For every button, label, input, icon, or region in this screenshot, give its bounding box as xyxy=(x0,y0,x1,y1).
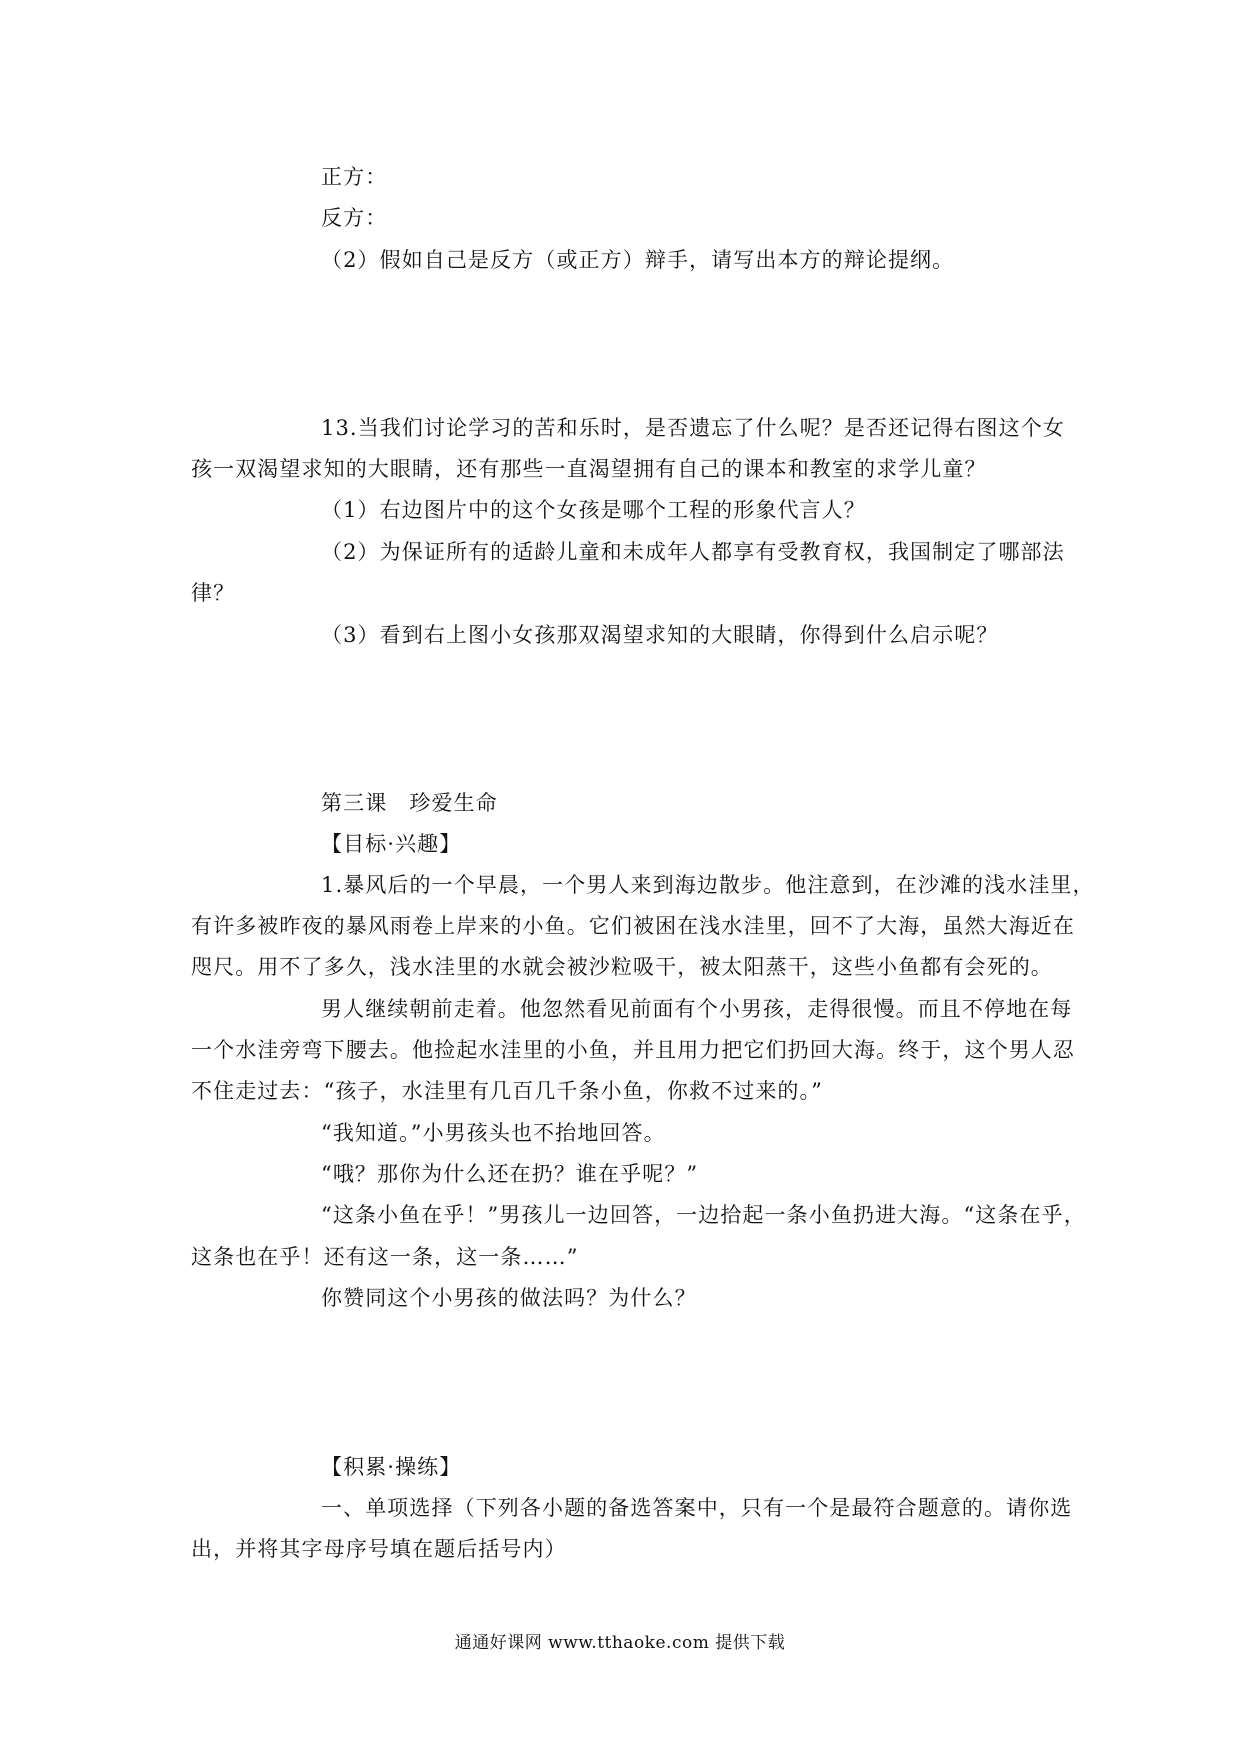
story-line: 不住走过去：“孩子，水洼里有几百几千条小鱼，你救不过来的。” xyxy=(191,1079,823,1103)
page-footer: 通通好课网 www.tthaoke.com 提供下载 xyxy=(454,1633,786,1653)
story-line: “我知道。”小男孩头也不抬地回答。 xyxy=(321,1121,666,1145)
story-line: 有许多被昨夜的暴风雨卷上岸来的小鱼。它们被困在浅水洼里，回不了大海，虽然大海近在 xyxy=(191,914,1075,938)
question-13-sub-2-line-2: 律？ xyxy=(191,581,236,605)
section-heading-goal: 【目标·兴趣】 xyxy=(321,832,462,856)
debate-question-2: （2）假如自己是反方（或正方）辩手，请写出本方的辩论提纲。 xyxy=(321,248,955,272)
story-line: 这条也在乎！还有这一条，这一条……” xyxy=(191,1245,579,1269)
story-question: 你赞同这个小男孩的做法吗？为什么？ xyxy=(321,1286,697,1310)
debate-pro-label: 正方： xyxy=(321,165,388,189)
question-13-sub-3: （3）看到右上图小女孩那双渴望求知的大眼睛，你得到什么启示呢？ xyxy=(321,623,999,647)
story-line: 一个水洼旁弯下腰去。他捡起水洼里的小鱼，并且用力把它们扔回大海。终于，这个男人忍 xyxy=(191,1038,1075,1062)
multiple-choice-instruction-line-1: 一、单项选择（下列各小题的备选答案中，只有一个是最符合题意的。请你选 xyxy=(321,1496,1073,1520)
debate-con-label: 反方： xyxy=(321,206,388,230)
question-13-sub-1: （1）右边图片中的这个女孩是哪个工程的形象代言人？ xyxy=(321,498,866,522)
question-13-stem-line-1: 13.当我们讨论学习的苦和乐时，是否遗忘了什么呢？是否还记得右图这个女 xyxy=(321,416,1065,440)
story-line: “哦？那你为什么还在扔？谁在乎呢？” xyxy=(321,1162,699,1186)
multiple-choice-instruction-line-2: 出，并将其字母序号填在题后括号内） xyxy=(191,1537,567,1561)
story-line: 男人继续朝前走着。他忽然看见前面有个小男孩，走得很慢。而且不停地在每 xyxy=(321,997,1073,1021)
story-line: 咫尺。用不了多久，浅水洼里的水就会被沙粒吸干，被太阳蒸干，这些小鱼都有会死的。 xyxy=(191,955,1053,979)
question-13-sub-2-line-1: （2）为保证所有的适龄儿童和未成年人都享有受教育权，我国制定了哪部法 xyxy=(321,540,1065,564)
question-13-stem-line-2: 孩一双渴望求知的大眼睛，还有那些一直渴望拥有自己的课本和教室的求学儿童？ xyxy=(191,457,987,481)
section-heading-practice: 【积累·操练】 xyxy=(321,1455,462,1479)
story-line: 1.暴风后的一个早晨，一个男人来到海边散步。他注意到，在沙滩的浅水洼里， xyxy=(321,873,1095,897)
lesson-title: 第三课 珍爱生命 xyxy=(321,791,498,815)
story-line: “这条小鱼在乎！”男孩儿一边回答，一边拾起一条小鱼扔进大海。“这条在乎， xyxy=(321,1203,1086,1227)
